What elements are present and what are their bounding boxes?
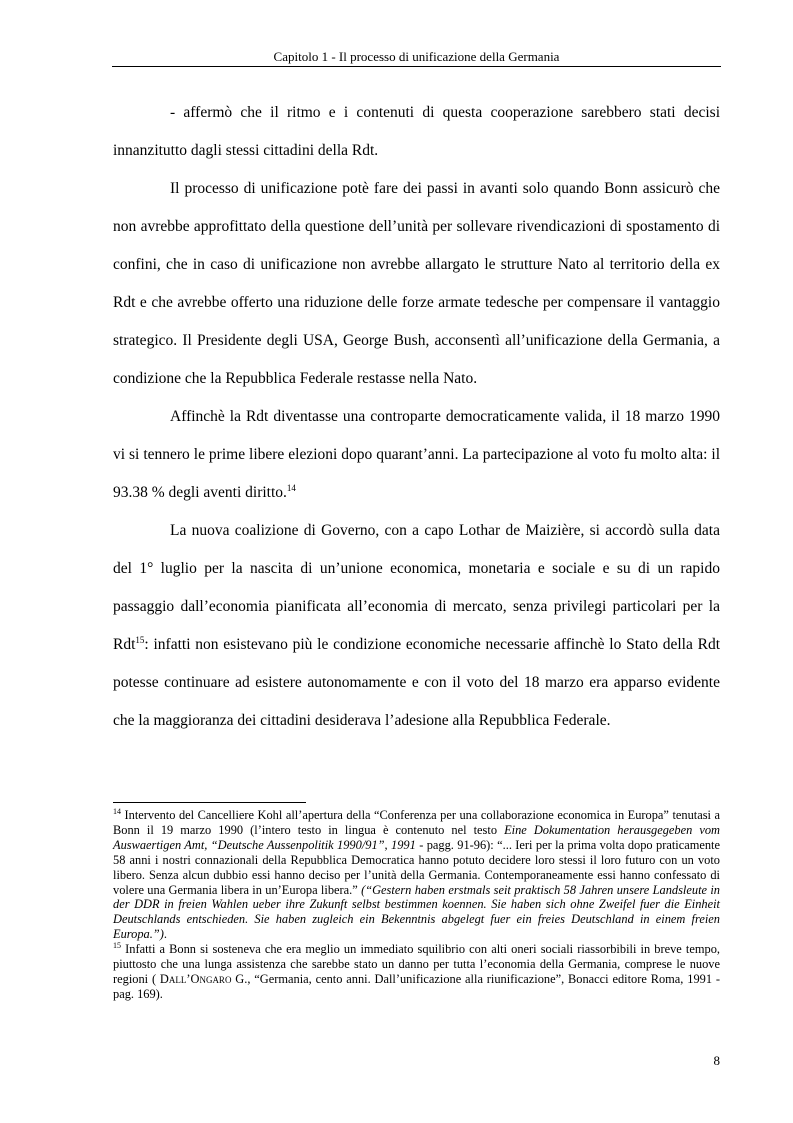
- page-number: 8: [713, 1053, 720, 1068]
- footnote-14: [113, 808, 720, 942]
- paragraph-3: [113, 398, 720, 512]
- paragraph-2: Il processo di unificazione potè fare dei passi in avanti solo quando Bonn assicurò che non avrebbe approfittato della questione dell’unità per sollevare rivendicazioni di spostamento di confini, che in caso di unificazione non avrebbe allargato le strutture Nato al territorio della ex Rdt e che avrebbe offerto una riduzione delle forze armate tedesche per compensare il vantaggio strategico. Il Presidente degli USA, George Bush, acconsentì all’unificazione della Germania, a condizione che la Repubblica Federale restasse nella Nato.: [113, 180, 720, 387]
- body-text: [113, 94, 720, 740]
- footnote-14-italic-b: (“Gestern haben erstmals seit praktisch 58 Jahren unsere Landsleute in der DDR in freien Wahlen ueber ihre Zukunft selbst bestimmen koennen. Sie haben sich ohne Zweifel fuer die Einheit Deutschlands entschieden. Sie haben zugleich ein Bekenntnis abgelegt fuer ein freies Deutschland in einem freien Europa.”): [113, 882, 721, 942]
- paragraph-1: - affermò che il ritmo e i contenuti di questa cooperazione sarebbero stati decisi innanzitutto dagli stessi cittadini della Rdt.: [113, 104, 720, 159]
- footnote-15-text-b: G., “Germania, cento anni. Dall’unificazione alla riunificazione”, Bonacci editore Roma, 1991 - pag. 169).: [113, 971, 720, 1001]
- paragraph-4-text-b: : infatti non esistevano più le condizione economiche necessarie affinchè lo Stato della Rdt potesse continuare ad esistere autonomamente e con il voto del 18 marzo era apparso evidente che la maggioranza dei cittadini desiderava l’adesione alla Repubblica Federale.: [113, 636, 720, 729]
- footnote-ref-14[interactable]: 14: [286, 483, 296, 493]
- footnote-14-italic-a: Eine Dokumentation herausgegeben vom Auswaertigen Amt, “Deutsche Aussenpolitik 1990/91”, 1991: [113, 822, 720, 852]
- footnote-15: [113, 942, 720, 1002]
- footnote-14-text-b: - pagg. 91-96): “... Ieri per la prima volta dopo praticamente 58 anni i nostri connazionali della Repubblica Democratica hanno potuto decidere loro stessi il loro futuro con un voto libero. Senza alcun dubbio essi hanno deciso per l’unità della Germania. Contemporaneamente essi hanno confessato di volere una Germania libera in un’Europa libera.”: [113, 837, 720, 897]
- footnotes: [113, 808, 720, 1002]
- footnote-15-mark: 15: [113, 941, 121, 951]
- header-rule: [112, 66, 721, 67]
- footnote-14-text-a: Intervento del Cancelliere Kohl all’apertura della “Conferenza per una collaborazione economica in Europa” tenutasi a Bonn il 19 marzo 1990 (l’intero testo in lingua è contenuto nel testo: [113, 808, 720, 837]
- paragraph-4-text-a: La nuova coalizione di Governo, con a capo Lothar de Maizière, si accordò sulla data del 1° luglio per la nascita di un’unione economica, monetaria e sociale e su di un rapido passaggio dall’economia pianificata all’economia di mercato, senza privilegi particolari per la Rdt: [113, 522, 720, 653]
- footnote-15-author: Dall’Ongaro: [159, 971, 232, 986]
- footnote-ref-15[interactable]: 15: [135, 635, 145, 645]
- paragraph-3-text: Affinchè la Rdt diventasse una controparte democraticamente valida, il 18 marzo 1990 vi si tennero le prime libere elezioni dopo quarant’anni. La partecipazione al voto fu molto alta: il 93.38 % degli aventi diritto.: [113, 408, 720, 501]
- footnote-14-text-c: .: [163, 927, 167, 942]
- paragraph-4: [113, 512, 720, 740]
- footnote-15-text-a: Infatti a Bonn si sosteneva che era meglio un immediato squilibrio con alti oneri sociali riassorbibili in breve tempo, piuttosto che una lunga assistenza che sarebbe stato un danno per tutta l’economia della Germania, comprese le nuove regioni (: [113, 942, 720, 986]
- running-header: Capitolo 1 - Il processo di unificazione della Germania: [273, 49, 560, 64]
- footnote-rule: [113, 802, 306, 803]
- footnote-14-mark: 14: [113, 807, 121, 816]
